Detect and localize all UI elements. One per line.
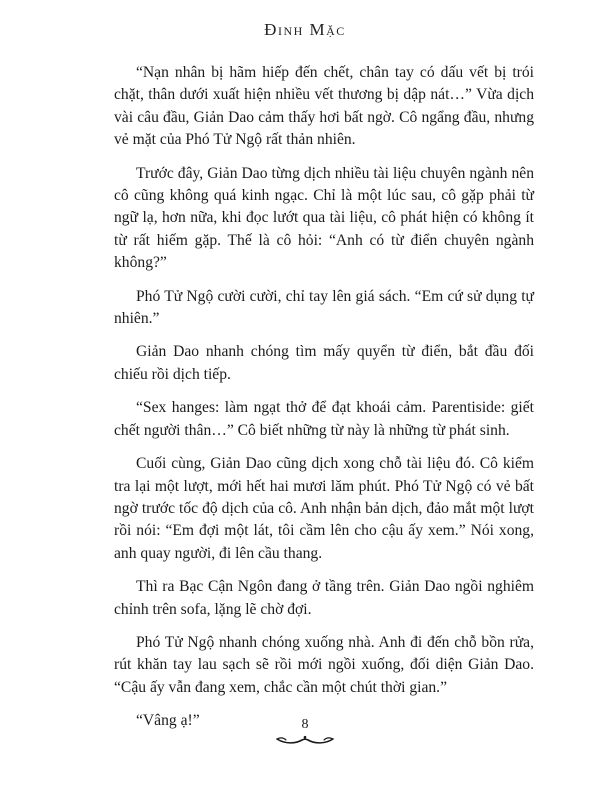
paragraph: “Vâng ạ!” — [136, 712, 200, 730]
paragraph: Phó Tử Ngộ cười cười, chỉ tay lên giá sách. “Em cứ sử dụng tự nhiên.” — [114, 287, 534, 328]
paragraph: Thì ra Bạc Cận Ngôn đang ở tầng trên. Giản Dao ngồi nghiêm chỉnh trên sofa, lặng lẽ chờ đợi. — [114, 578, 534, 618]
page-number: 8 — [301, 717, 309, 732]
running-header: Đinh Mặc — [264, 20, 346, 39]
paragraph: Giản Dao nhanh chóng tìm mấy quyển từ điển, bắt đầu đối chiếu rồi dịch tiếp. — [114, 343, 534, 383]
paragraph: Trước đây, Giản Dao từng dịch nhiều tài liệu chuyên ngành nên cô cũng không quá kinh ngạc. Chỉ là một lúc sau, cô gặp phải từ ngữ lạ, hơn nữa, khi đọc lướt qua tài liệu, cô phát hiện có không ít từ rất hiếm gặp. Thế là cô hỏi: “Anh có từ điển chuyên ngành không?” — [114, 164, 534, 272]
paragraph: “Nạn nhân bị hãm hiếp đến chết, chân tay có dấu vết bị trói chặt, thân dưới xuất hiện nhiều vết thương bị dập nát…” Vừa dịch vài câu đầu, Giản Dao cảm thấy hơi bất ngờ. Cô ngẩng đầu, nhưng vẻ mặt của Phó Tử Ngộ rất thản nhiên. — [114, 64, 534, 149]
paragraph: “Sex hanges: làm ngạt thở để đạt khoái cảm. Parentiside: giết chết người thân…” Cô biết những từ này là những từ phát sinh. — [114, 399, 534, 439]
body-text — [114, 62, 534, 744]
page-footer — [0, 718, 610, 746]
paragraph: Cuối cùng, Giản Dao cũng dịch xong chỗ tài liệu đó. Cô kiểm tra lại một lượt, mới hết hai mươi lăm phút. Phó Tử Ngộ có vẻ bất ngờ trước tốc độ dịch của cô. Anh nhận bản dịch, đảo mắt một lượt rồi nói: “Em đợi một lát, tôi cầm lên cho cậu ấy xem.” Nói xong, anh quay người, đi lên cầu thang. — [114, 455, 534, 562]
flourish-ornament-icon — [275, 734, 335, 746]
paragraph: Phó Tử Ngộ nhanh chóng xuống nhà. Anh đi đến chỗ bồn rửa, rút khăn tay lau sạch sẽ rồi mới ngồi xuống, đối diện Giản Dao. “Cậu ấy vẫn đang xem, chắc cần một chút thời gian.” — [114, 633, 534, 696]
